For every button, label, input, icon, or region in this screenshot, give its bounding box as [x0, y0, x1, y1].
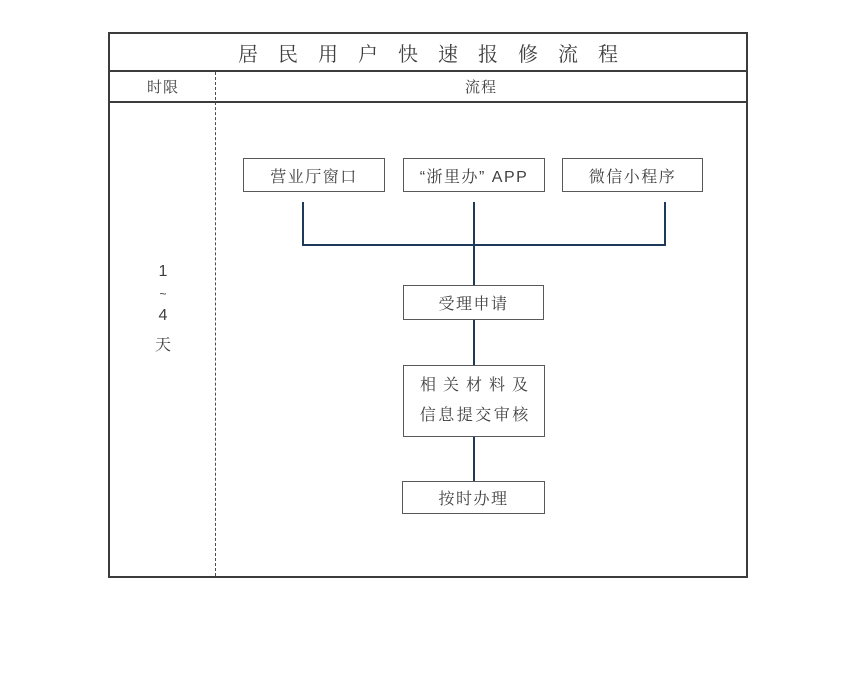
process-header-label: 流程 — [464, 79, 497, 96]
step-box-accept-application-label: 受理申请 — [438, 296, 509, 313]
time-limit-unit: 天 — [154, 337, 171, 354]
connector-line-accept-to-review — [473, 320, 475, 365]
step-box-materials-review-line2: 信息提交审核 — [419, 407, 531, 424]
time-limit-header-label: 时限 — [146, 79, 179, 96]
step-box-materials-review — [403, 365, 545, 437]
connector-line-review-to-handle — [473, 437, 475, 481]
connector-line-horizontal — [302, 244, 666, 246]
time-limit-line-4: 4 — [158, 307, 168, 324]
flow-table — [108, 32, 748, 578]
table-title: 居民用户快速报修流程 — [238, 43, 638, 66]
channel-box-zheliban-app — [403, 158, 545, 192]
time-limit-tilde: ~ — [159, 287, 167, 301]
connector-line-left-drop — [302, 202, 304, 245]
process-header — [216, 72, 746, 101]
step-box-handle-on-time-label: 按时办理 — [438, 491, 509, 508]
step-box-accept-application — [403, 285, 544, 320]
table-header-row — [110, 72, 746, 103]
channel-box-wechat-miniprogram — [562, 158, 703, 192]
channel-box-hall-window-label: 营业厅窗口 — [270, 168, 358, 186]
connector-line-right-drop — [664, 202, 666, 245]
channel-box-wechat-miniprogram-label: 微信小程序 — [588, 168, 677, 186]
step-box-materials-review-line1: 相关材料及 — [419, 377, 535, 394]
channel-box-zheliban-app-label: “浙里办” APP — [419, 168, 529, 186]
step-box-handle-on-time — [402, 481, 545, 514]
time-limit-header — [110, 72, 216, 101]
channel-box-hall-window — [243, 158, 385, 192]
time-limit-line-1: 1 — [158, 263, 168, 280]
time-limit-value — [110, 260, 216, 358]
table-title-row — [110, 34, 746, 72]
